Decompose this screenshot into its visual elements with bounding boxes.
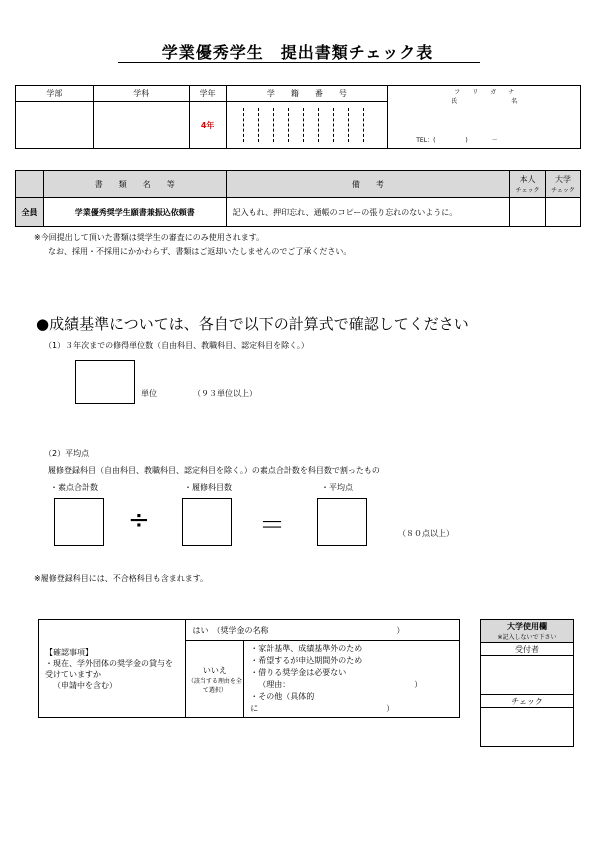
- credits-unit: 単位: [141, 389, 157, 398]
- year-field: [189, 102, 226, 149]
- notes-header: 備 考: [226, 171, 509, 198]
- univ-check-sub: チェック: [551, 187, 575, 194]
- self-check-header: [510, 171, 546, 198]
- answer-no: いいえ: [202, 665, 227, 675]
- title-underline: [118, 62, 480, 63]
- confirm-question-cell: [39, 620, 186, 718]
- confirm-heading: 【確認事項】: [45, 647, 93, 657]
- student-number-header: 学 籍 番 号: [226, 86, 388, 102]
- reason-1[interactable]: ・家計基準、成績基準外のため: [250, 644, 363, 653]
- course-count-box[interactable]: [182, 498, 232, 546]
- label-average: ・平均点: [321, 483, 353, 492]
- tel-field[interactable]: TEL：( ) －: [416, 137, 498, 144]
- univ-use-title-cell: [481, 620, 574, 643]
- student-number-digits: [227, 102, 388, 148]
- documents-table: [15, 170, 581, 227]
- average-requirement: （８０点以上）: [398, 529, 454, 538]
- department-header: 学科: [93, 86, 189, 102]
- total-score-box[interactable]: [54, 498, 104, 546]
- student-info-table: [15, 85, 581, 149]
- credits-input-box[interactable]: [75, 360, 135, 404]
- received-by-field: [481, 656, 574, 695]
- doc-name: 学業優秀奨学生願書兼振込依頼書: [43, 198, 226, 227]
- doc-note: 記入もれ、押印忘れ、通帳のコピーの張り忘れのないように。: [226, 198, 509, 227]
- furigana-label: フ リ ガ ナ: [454, 89, 515, 96]
- credits-requirement: （９３単位以上）: [193, 389, 257, 398]
- criteria-heading: ●成績基準については、各自で以下の計算式で確認してください: [36, 315, 469, 333]
- average-box[interactable]: [317, 498, 367, 546]
- student-number-field[interactable]: [226, 102, 388, 149]
- univ-check-label: チェック: [481, 695, 574, 708]
- reason-3[interactable]: ・借りる奨学金は必要ない: [250, 668, 347, 677]
- univ-check-title: 大学: [555, 175, 572, 184]
- label-course-count: ・履修科目数: [184, 483, 232, 492]
- confirmation-table: [38, 619, 460, 718]
- row-label-all: 全員: [16, 198, 44, 227]
- criteria-item-2: （2）平均点: [44, 449, 90, 458]
- equals-sign: ＝: [259, 511, 286, 541]
- confirm-question-sub: （申請中を含む）: [53, 680, 117, 690]
- note-line-1: ※今回提出して頂いた書類は奨学生の審査にのみ使用されます。: [34, 233, 265, 242]
- self-check-box[interactable]: [510, 198, 546, 227]
- answer-no-sub: （該当する理由を全て選択）: [187, 677, 242, 694]
- faculty-field[interactable]: [16, 102, 94, 149]
- univ-check-field: [481, 708, 574, 747]
- self-check-title: 本人: [519, 175, 536, 184]
- university-use-table: [480, 619, 574, 747]
- answer-yes[interactable]: はい （奨学金の名称 ）: [186, 620, 460, 641]
- faculty-header: 学部: [16, 86, 94, 102]
- received-by-label: 受付者: [481, 643, 574, 656]
- reason-4[interactable]: ・その他（具体的に ）: [250, 692, 395, 713]
- year-value: 4年: [200, 120, 215, 130]
- header-blank: [16, 171, 44, 198]
- divide-sign: ÷: [128, 505, 150, 535]
- criteria-item-1: （1）３年次までの修得単位数（自由科目、教職科目、認定科目を除く。）: [44, 341, 309, 350]
- label-total-score: ・素点合計数: [50, 483, 98, 492]
- page-title: 学業優秀学生 提出書類チェック表: [161, 43, 434, 62]
- name-label: 氏 名: [451, 98, 518, 105]
- reason-3-sub: （理由： ）: [258, 680, 423, 689]
- reason-2[interactable]: ・希望するが申込期間外のため: [250, 656, 363, 665]
- univ-check-header: [546, 171, 581, 198]
- univ-check-box: [546, 198, 581, 227]
- criteria-note: ※履修登録科目には、不合格科目も含まれます。: [34, 574, 209, 583]
- self-check-sub: チェック: [515, 187, 540, 194]
- answer-no-cell[interactable]: [186, 641, 244, 718]
- univ-use-sub: ※記入しないで下さい: [497, 634, 557, 641]
- note-line-2: なお、採用・不採用にかかわらず、書類はご返却いたしませんのでご了承ください。: [48, 247, 352, 256]
- univ-use-title: 大学使用欄: [507, 622, 547, 631]
- confirm-question: ・現在、学外団体の奨学金の貸与を受けていますか: [45, 658, 173, 679]
- name-cell[interactable]: [388, 86, 581, 149]
- reasons-cell: [244, 641, 460, 718]
- department-field[interactable]: [93, 102, 189, 149]
- year-header: 学年: [189, 86, 226, 102]
- criteria-item-2-desc: 履修登録科目（自由科目、教職科目、認定科目を除く。）の素点合計数を科目数で割ったもの: [48, 466, 380, 475]
- docs-header: 書 類 名 等: [43, 171, 226, 198]
